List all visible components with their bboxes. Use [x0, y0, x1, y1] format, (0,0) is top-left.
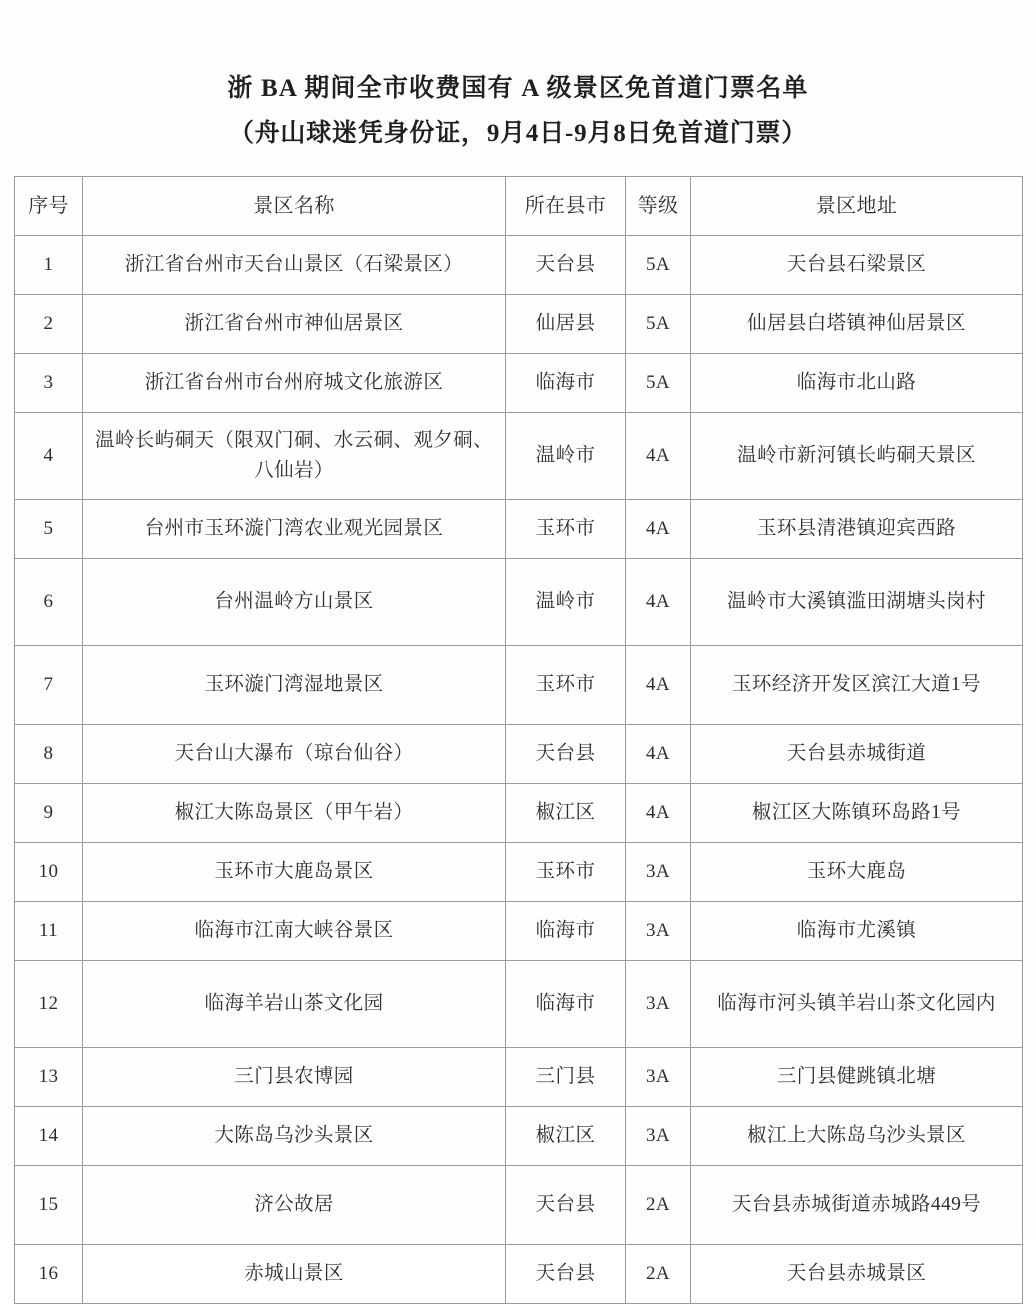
cell-name: 大陈岛乌沙头景区: [83, 1107, 506, 1166]
cell-county: 玉环市: [506, 500, 626, 559]
cell-name: 台州市玉环漩门湾农业观光园景区: [83, 500, 506, 559]
cell-index: 11: [15, 902, 83, 961]
cell-name: 玉环漩门湾湿地景区: [83, 646, 506, 725]
cell-address: 仙居县白塔镇神仙居景区: [691, 295, 1023, 354]
cell-county: 温岭市: [506, 559, 626, 646]
table-row: [15, 646, 1023, 725]
table-header-row: [15, 177, 1023, 236]
table-row: [15, 236, 1023, 295]
cell-grade: 4A: [626, 784, 691, 843]
cell-grade: 4A: [626, 559, 691, 646]
column-header-address: 景区地址: [691, 177, 1023, 236]
cell-address: 天台县赤城景区: [691, 1245, 1023, 1304]
cell-name: 玉环市大鹿岛景区: [83, 843, 506, 902]
cell-address: 温岭市大溪镇滥田湖塘头岗村: [691, 559, 1023, 646]
cell-county: 椒江区: [506, 784, 626, 843]
cell-county: 温岭市: [506, 413, 626, 500]
cell-address: 临海市尤溪镇: [691, 902, 1023, 961]
cell-grade: 2A: [626, 1245, 691, 1304]
cell-index: 16: [15, 1245, 83, 1304]
cell-address: 天台县石梁景区: [691, 236, 1023, 295]
cell-index: 10: [15, 843, 83, 902]
cell-county: 玉环市: [506, 843, 626, 902]
cell-name: 临海羊岩山茶文化园: [83, 961, 506, 1048]
cell-county: 天台县: [506, 725, 626, 784]
cell-index: 12: [15, 961, 83, 1048]
column-header-index: 序号: [15, 177, 83, 236]
cell-address: 天台县赤城街道: [691, 725, 1023, 784]
cell-name: 浙江省台州市天台山景区（石梁景区）: [83, 236, 506, 295]
cell-name: 椒江大陈岛景区（甲午岩）: [83, 784, 506, 843]
cell-county: 临海市: [506, 902, 626, 961]
cell-index: 15: [15, 1166, 83, 1245]
cell-address: 椒江区大陈镇环岛路1号: [691, 784, 1023, 843]
cell-index: 3: [15, 354, 83, 413]
cell-county: 天台县: [506, 1166, 626, 1245]
cell-address: 玉环大鹿岛: [691, 843, 1023, 902]
cell-name: 济公故居: [83, 1166, 506, 1245]
cell-grade: 4A: [626, 500, 691, 559]
cell-address: 临海市北山路: [691, 354, 1023, 413]
table-row: [15, 559, 1023, 646]
cell-address: 温岭市新河镇长屿硐天景区: [691, 413, 1023, 500]
cell-index: 5: [15, 500, 83, 559]
table-header: [15, 177, 1023, 236]
column-header-grade: 等级: [626, 177, 691, 236]
cell-address: 天台县赤城街道赤城路449号: [691, 1166, 1023, 1245]
table-row: [15, 961, 1023, 1048]
table-row: [15, 295, 1023, 354]
cell-grade: 4A: [626, 725, 691, 784]
cell-index: 1: [15, 236, 83, 295]
cell-address: 三门县健跳镇北塘: [691, 1048, 1023, 1107]
cell-grade: 4A: [626, 413, 691, 500]
table-row: [15, 725, 1023, 784]
table-row: [15, 784, 1023, 843]
cell-grade: 3A: [626, 1048, 691, 1107]
cell-county: 椒江区: [506, 1107, 626, 1166]
cell-index: 13: [15, 1048, 83, 1107]
page-title: 浙 BA 期间全市收费国有 A 级景区免首道门票名单: [227, 75, 809, 102]
table-row: [15, 843, 1023, 902]
table-row: [15, 1107, 1023, 1166]
cell-grade: 3A: [626, 1107, 691, 1166]
cell-grade: 2A: [626, 1166, 691, 1245]
page-subtitle: （舟山球迷凭身份证，9月4日-9月8日免首道门票）: [228, 120, 808, 147]
cell-name: 浙江省台州市神仙居景区: [83, 295, 506, 354]
cell-grade: 3A: [626, 961, 691, 1048]
cell-grade: 3A: [626, 902, 691, 961]
title-block: [0, 0, 1036, 150]
cell-index: 14: [15, 1107, 83, 1166]
cell-county: 仙居县: [506, 295, 626, 354]
cell-address: 玉环经济开发区滨江大道1号: [691, 646, 1023, 725]
cell-county: 天台县: [506, 236, 626, 295]
cell-index: 7: [15, 646, 83, 725]
table-row: [15, 413, 1023, 500]
table-row: [15, 354, 1023, 413]
cell-index: 8: [15, 725, 83, 784]
scenic-spot-table: [14, 176, 1023, 1304]
cell-name: 赤城山景区: [83, 1245, 506, 1304]
cell-index: 4: [15, 413, 83, 500]
cell-grade: 5A: [626, 295, 691, 354]
cell-address: 临海市河头镇羊岩山茶文化园内: [691, 961, 1023, 1048]
cell-address: 玉环县清港镇迎宾西路: [691, 500, 1023, 559]
cell-county: 三门县: [506, 1048, 626, 1107]
column-header-name: 景区名称: [83, 177, 506, 236]
cell-county: 临海市: [506, 961, 626, 1048]
cell-county: 玉环市: [506, 646, 626, 725]
table-row: [15, 1166, 1023, 1245]
cell-county: 天台县: [506, 1245, 626, 1304]
cell-index: 6: [15, 559, 83, 646]
cell-index: 2: [15, 295, 83, 354]
cell-grade: 4A: [626, 646, 691, 725]
table-row: [15, 1245, 1023, 1304]
cell-name: 浙江省台州市台州府城文化旅游区: [83, 354, 506, 413]
cell-county: 临海市: [506, 354, 626, 413]
cell-name: 三门县农博园: [83, 1048, 506, 1107]
cell-index: 9: [15, 784, 83, 843]
cell-name: 台州温岭方山景区: [83, 559, 506, 646]
cell-grade: 5A: [626, 354, 691, 413]
scenic-spot-table-wrapper: [14, 176, 1022, 1304]
table-body: [15, 236, 1023, 1304]
cell-address: 椒江上大陈岛乌沙头景区: [691, 1107, 1023, 1166]
cell-grade: 5A: [626, 236, 691, 295]
column-header-county: 所在县市: [506, 177, 626, 236]
cell-name: 温岭长屿硐天（限双门硐、水云硐、观夕硐、八仙岩）: [83, 413, 506, 500]
table-row: [15, 1048, 1023, 1107]
table-row: [15, 902, 1023, 961]
cell-name: 临海市江南大峡谷景区: [83, 902, 506, 961]
cell-name: 天台山大瀑布（琼台仙谷）: [83, 725, 506, 784]
cell-grade: 3A: [626, 843, 691, 902]
table-row: [15, 500, 1023, 559]
